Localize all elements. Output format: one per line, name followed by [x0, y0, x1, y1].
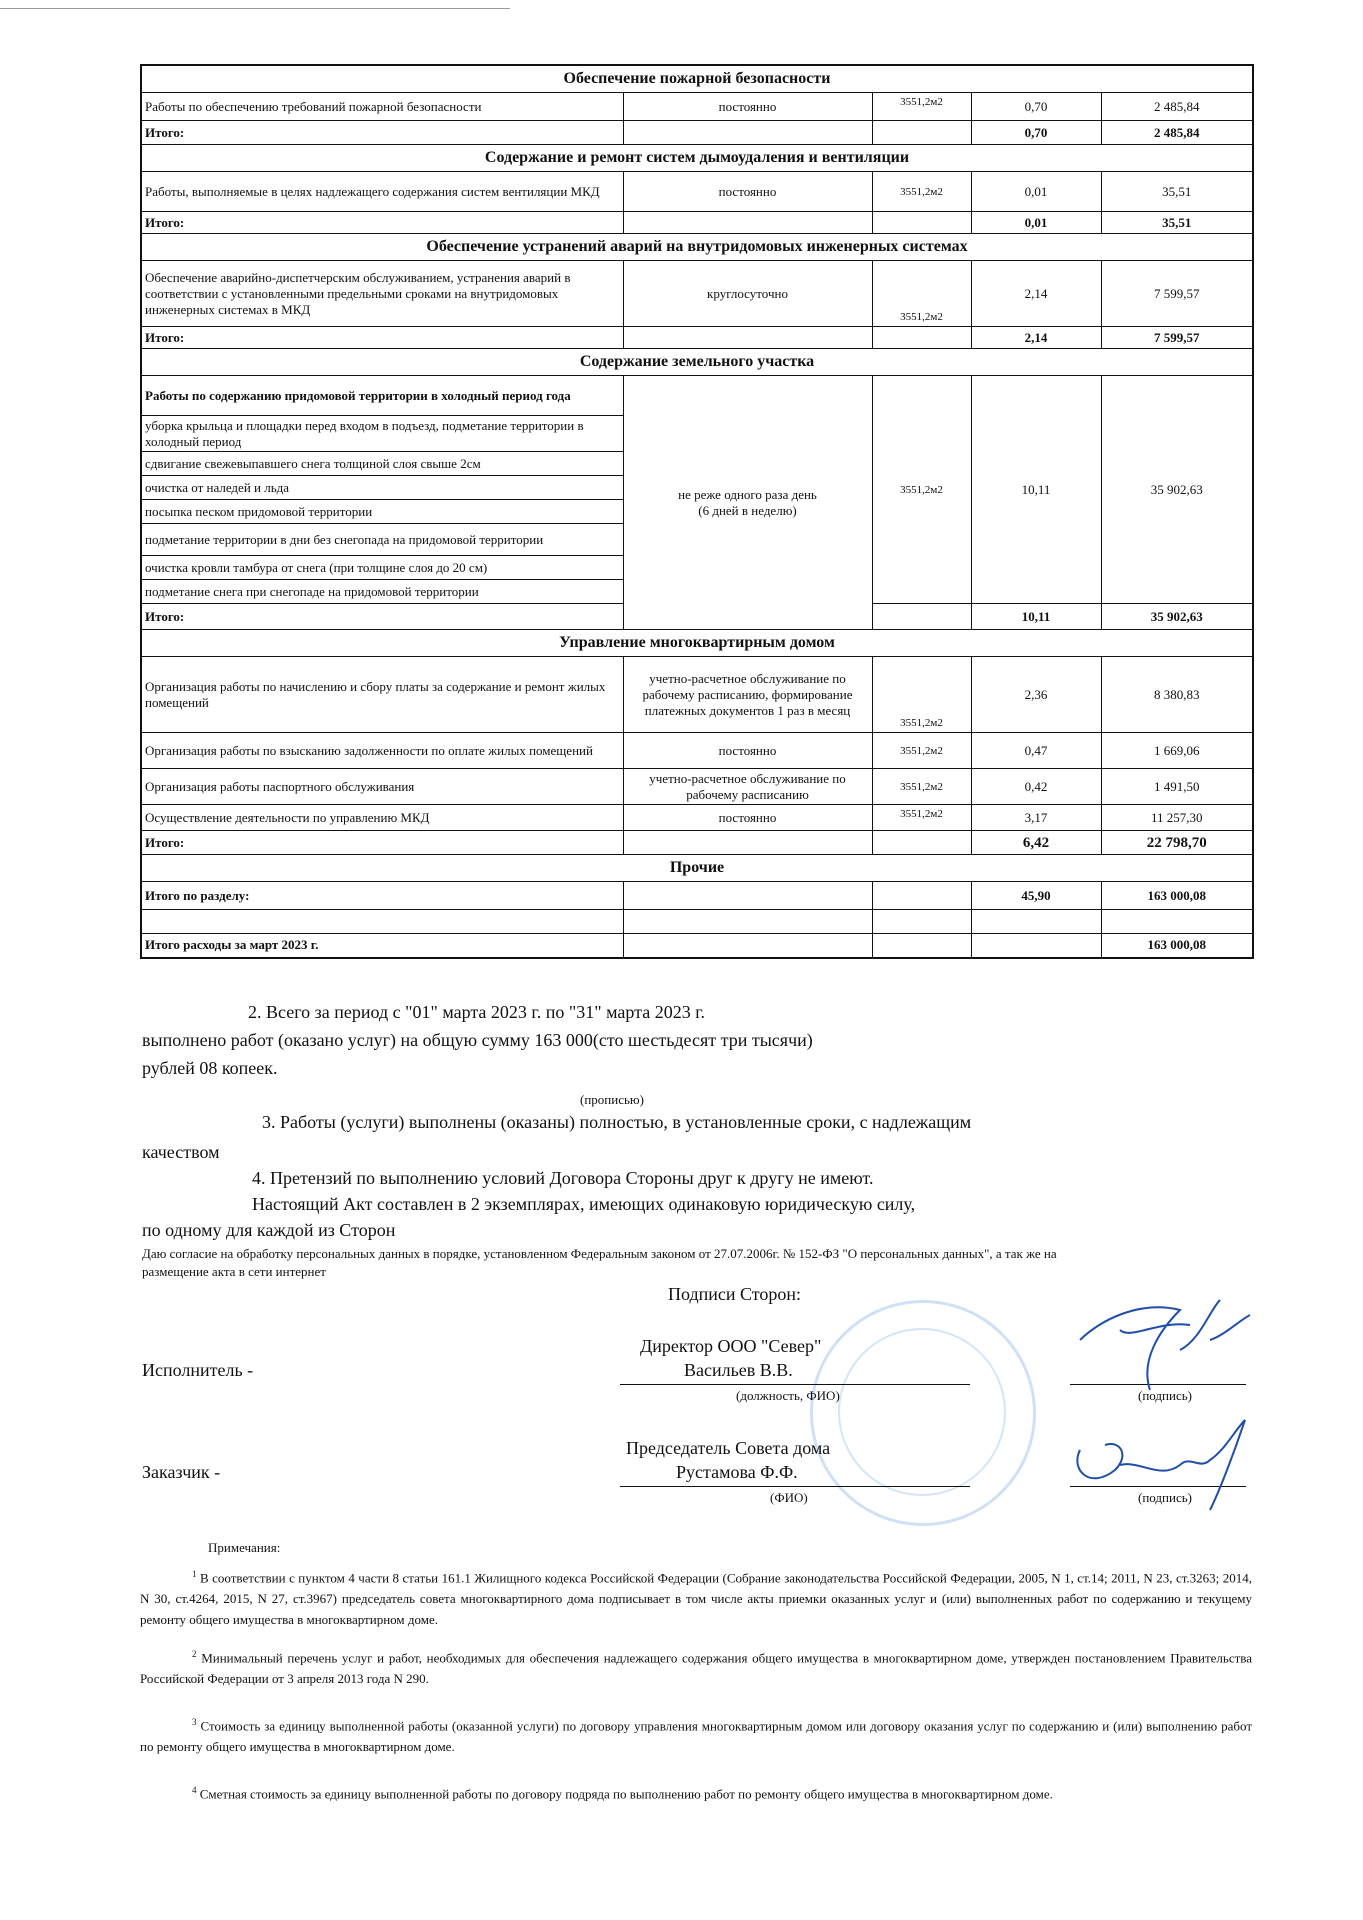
work-unit: 3551,2м2	[872, 261, 971, 327]
work-name: Организация работы по начислению и сбору платы за содержание и ремонт жилых помещений	[141, 657, 623, 733]
table-row	[141, 733, 1253, 769]
table-cell: Управление многоквартирным домом	[141, 630, 1253, 657]
work-rate: 0,47	[971, 733, 1101, 769]
work-sum: 7 599,57	[1101, 261, 1253, 327]
work-group-title: Работы по содержанию придомовой территории в холодный период года	[141, 376, 623, 416]
table-cell: Обеспечение пожарной безопасности	[141, 65, 1253, 93]
section-total-sum: 163 000,08	[1101, 882, 1253, 910]
table-cell: уборка крыльца и площадки перед входом в подъезд, подметание территории в холодный период	[141, 416, 623, 452]
table-cell	[141, 910, 623, 934]
table-cell: Итого:	[141, 212, 623, 234]
work-sum: 1 669,06	[1101, 733, 1253, 769]
work-unit: 3551,2м2	[872, 376, 971, 604]
table-cell: Содержание и ремонт систем дымоудаления и вентиляции	[141, 145, 1253, 172]
work-period: учетно-расчетное обслуживание по рабочему расписанию, формирование платежных документов 1 раз в месяц	[623, 657, 872, 733]
table-cell: сдвигание свежевыпавшего снега толщиной слоя свыше 2см	[141, 452, 623, 476]
paragraph-3-cont: качеством	[142, 1142, 220, 1162]
table-cell	[872, 910, 971, 934]
customer-signature-icon	[1060, 1410, 1260, 1520]
services-table	[140, 64, 1254, 959]
table-row	[141, 657, 1253, 733]
table-cell: Итого:	[141, 831, 623, 855]
paragraph-2-cont: выполнено работ (оказано услуг) на общую сумму 163 000(сто шестьдесят три тысячи)	[142, 1030, 813, 1050]
table-cell: Итого:	[141, 327, 623, 349]
table-cell	[872, 327, 971, 349]
paragraph-2: 2. Всего за период с "01" марта 2023 г. по "31" марта 2023 г.	[248, 1002, 706, 1022]
work-unit: 3551,2м2	[872, 733, 971, 769]
work-unit: 3551,2м2	[872, 657, 971, 733]
section-total-rate: 45,90	[971, 882, 1101, 910]
work-sum: 35,51	[1101, 172, 1253, 212]
table-cell	[623, 934, 872, 958]
work-rate: 0,42	[971, 769, 1101, 805]
note-2: $^2$ Минимальный перечень услуг и работ, необходимых для обеспечения надлежащего содержания общего имущества в многоквартирном доме, утвержден постановлением Правительства Российской Федерации от 3 апреля 2013 года N 290.	[140, 1649, 1253, 1687]
table-cell: Итого расходы за март 2023 г.	[141, 934, 623, 958]
table-cell	[623, 327, 872, 349]
work-rate: 2,14	[971, 261, 1101, 327]
work-rate: 0,70	[971, 93, 1101, 121]
work-period: не реже одного раза день (6 дней в неделю)	[623, 376, 872, 630]
executor-line	[620, 1384, 970, 1385]
paragraph-5: Настоящий Акт составлен в 2 экземплярах, имеющих одинаковую юридическую силу,	[252, 1194, 916, 1214]
consent-text: Даю согласие на обработку персональных данных в порядке, установленном Федеральным законом от 27.07.2006г. № 152-ФЗ "О персональных данных", а так же на	[142, 1246, 1057, 1261]
work-rate: 2,36	[971, 657, 1101, 733]
work-period: постоянно	[623, 93, 872, 121]
table-cell: очистка от наледей и льда	[141, 476, 623, 500]
note-4: $^4$ Сметная стоимость за единицу выполненной работы по договору подряда по выполнению работ по ремонту общего имущества в многоквартирном доме.	[192, 1785, 1053, 1802]
paragraph-4: 4. Претензий по выполнению условий Договора Стороны друг к другу не имеют.	[252, 1168, 874, 1188]
work-name: Осуществление деятельности по управлению МКД	[141, 805, 623, 831]
work-sum: 1 491,50	[1101, 769, 1253, 805]
table-row	[141, 805, 1253, 831]
work-sum: 2 485,84	[1101, 93, 1253, 121]
table-cell	[872, 831, 971, 855]
section-header-other	[141, 855, 1253, 882]
work-name: Работы по обеспечению требований пожарной безопасности	[141, 93, 623, 121]
consent-text-cont: размещение акта в сети интернет	[142, 1264, 326, 1279]
work-period: постоянно	[623, 805, 872, 831]
executor-sign-caption: (подпись)	[1138, 1388, 1192, 1403]
customer-line	[620, 1486, 970, 1487]
table-row	[141, 93, 1253, 121]
table-cell: подметание территории в дни без снегопада на придомовой территории	[141, 524, 623, 556]
table-cell	[872, 604, 971, 630]
table-cell	[623, 831, 872, 855]
section-header	[141, 65, 1253, 93]
work-unit: 3551,2м2	[872, 805, 971, 831]
total-rate: 0,70	[971, 121, 1101, 145]
work-rate: 0,01	[971, 172, 1101, 212]
table-cell	[1101, 910, 1253, 934]
executor-label: Исполнитель -	[142, 1360, 254, 1380]
table-cell: посыпка песком придомовой территории	[141, 500, 623, 524]
table-cell: очистка кровли тамбура от снега (при толщине слоя до 20 см)	[141, 556, 623, 580]
work-rate: 10,11	[971, 376, 1101, 604]
work-unit: 3551,2м2	[872, 93, 971, 121]
work-name: Организация работы по взысканию задолженности по оплате жилых помещений	[141, 733, 623, 769]
work-sum: 8 380,83	[1101, 657, 1253, 733]
grand-total-sum: 163 000,08	[1101, 934, 1253, 958]
work-rate: 3,17	[971, 805, 1101, 831]
total-sum: 35,51	[1101, 212, 1253, 234]
scan-top-line	[0, 8, 510, 9]
paragraph-5-cont: по одному для каждой из Сторон	[142, 1220, 396, 1240]
work-period: круглосуточно	[623, 261, 872, 327]
table-cell: Прочие	[141, 855, 1253, 882]
table-row	[141, 769, 1253, 805]
customer-name: Рустамова Ф.Ф.	[676, 1462, 798, 1482]
table-cell	[872, 121, 971, 145]
work-period: постоянно	[623, 172, 872, 212]
propisyu-caption: (прописью)	[580, 1092, 644, 1107]
total-sum: 22 798,70	[1101, 831, 1253, 855]
section-header	[141, 349, 1253, 376]
paragraph-3: 3. Работы (услуги) выполнены (оказаны) полностью, в установленные сроки, с надлежащим	[262, 1112, 972, 1132]
executor-signature-icon	[1060, 1280, 1260, 1400]
table-row	[141, 261, 1253, 327]
signatures-title: Подписи Сторон:	[668, 1284, 802, 1304]
table-row	[141, 376, 1253, 416]
executor-position: Директор ООО "Север"	[640, 1336, 822, 1356]
table-row	[141, 172, 1253, 212]
note-3: $^3$ Стоимость за единицу выполненной работы (оказанной услуги) по договору управления многоквартирным домом или договору оказания услуг по содержанию и (или) выполнению работ по ремонту общего имущества в многоквартирном доме.	[140, 1717, 1253, 1755]
customer-label: Заказчик -	[142, 1462, 221, 1482]
total-row	[141, 831, 1253, 855]
work-sum: 35 902,63	[1101, 376, 1253, 604]
section-header	[141, 234, 1253, 261]
customer-caption: (ФИО)	[770, 1490, 808, 1505]
table-cell	[872, 882, 971, 910]
work-unit: 3551,2м2	[872, 769, 971, 805]
total-rate: 0,01	[971, 212, 1101, 234]
total-row	[141, 327, 1253, 349]
executor-name: Васильев В.В.	[684, 1360, 793, 1380]
empty-row	[141, 910, 1253, 934]
table-cell	[623, 882, 872, 910]
table-cell: Итого:	[141, 121, 623, 145]
total-row	[141, 212, 1253, 234]
work-name: Работы, выполняемые в целях надлежащего содержания систем вентиляции МКД	[141, 172, 623, 212]
total-rate: 2,14	[971, 327, 1101, 349]
paragraph-2-end: рублей 08 копеек.	[142, 1058, 278, 1078]
customer-sign-caption: (подпись)	[1138, 1490, 1192, 1505]
section-total-row	[141, 882, 1253, 910]
work-unit: 3551,2м2	[872, 172, 971, 212]
table-cell: Итого по разделу:	[141, 882, 623, 910]
table-cell	[872, 212, 971, 234]
grand-total-row	[141, 934, 1253, 958]
table-cell	[623, 212, 872, 234]
table-cell	[623, 121, 872, 145]
customer-position: Председатель Совета дома	[626, 1438, 831, 1458]
notes-title: Примечания:	[208, 1540, 281, 1555]
work-period: постоянно	[623, 733, 872, 769]
table-cell: Итого:	[141, 604, 623, 630]
section-header	[141, 630, 1253, 657]
total-rate: 10,11	[971, 604, 1101, 630]
section-header	[141, 145, 1253, 172]
work-name: Обеспечение аварийно-диспетчерским обслуживанием, устранения аварий в соответствии с установленными предельными сроками на внутридомовых инженерных системах в МКД	[141, 261, 623, 327]
work-sum: 11 257,30	[1101, 805, 1253, 831]
total-sum: 7 599,57	[1101, 327, 1253, 349]
note-1: $^1$ В соответствии с пунктом 4 части 8 статьи 161.1 Жилищного кодекса Российской Федерации (Собрание законодательства Российской Федерации, 2005, N 1, ст.14; 2011, N 23, ст.3263; 2014, N 30, ст.4264, 2015, N 27, ст.3967) председатель совета многоквартирного дома подписывает в том числе акты приемки оказанных услуг и (или) выполненных работ по содержанию и текущему ремонту общего имущества в многоквартирном доме.	[140, 1569, 1253, 1628]
stamp-inner-ring	[838, 1328, 1006, 1496]
table-cell: Содержание земельного участка	[141, 349, 1253, 376]
total-rate: 6,42	[971, 831, 1101, 855]
table-cell	[623, 910, 872, 934]
table-cell: подметание снега при снегопаде на придомовой территории	[141, 580, 623, 604]
table-cell	[872, 934, 971, 958]
total-sum: 35 902,63	[1101, 604, 1253, 630]
work-period: учетно-расчетное обслуживание по рабочему расписанию	[623, 769, 872, 805]
work-name: Организация работы паспортного обслуживания	[141, 769, 623, 805]
table-cell	[971, 934, 1101, 958]
table-cell	[971, 910, 1101, 934]
table-cell: Обеспечение устранений аварий на внутридомовых инженерных системах	[141, 234, 1253, 261]
total-row	[141, 121, 1253, 145]
executor-caption: (должность, ФИО)	[736, 1388, 840, 1403]
total-sum: 2 485,84	[1101, 121, 1253, 145]
